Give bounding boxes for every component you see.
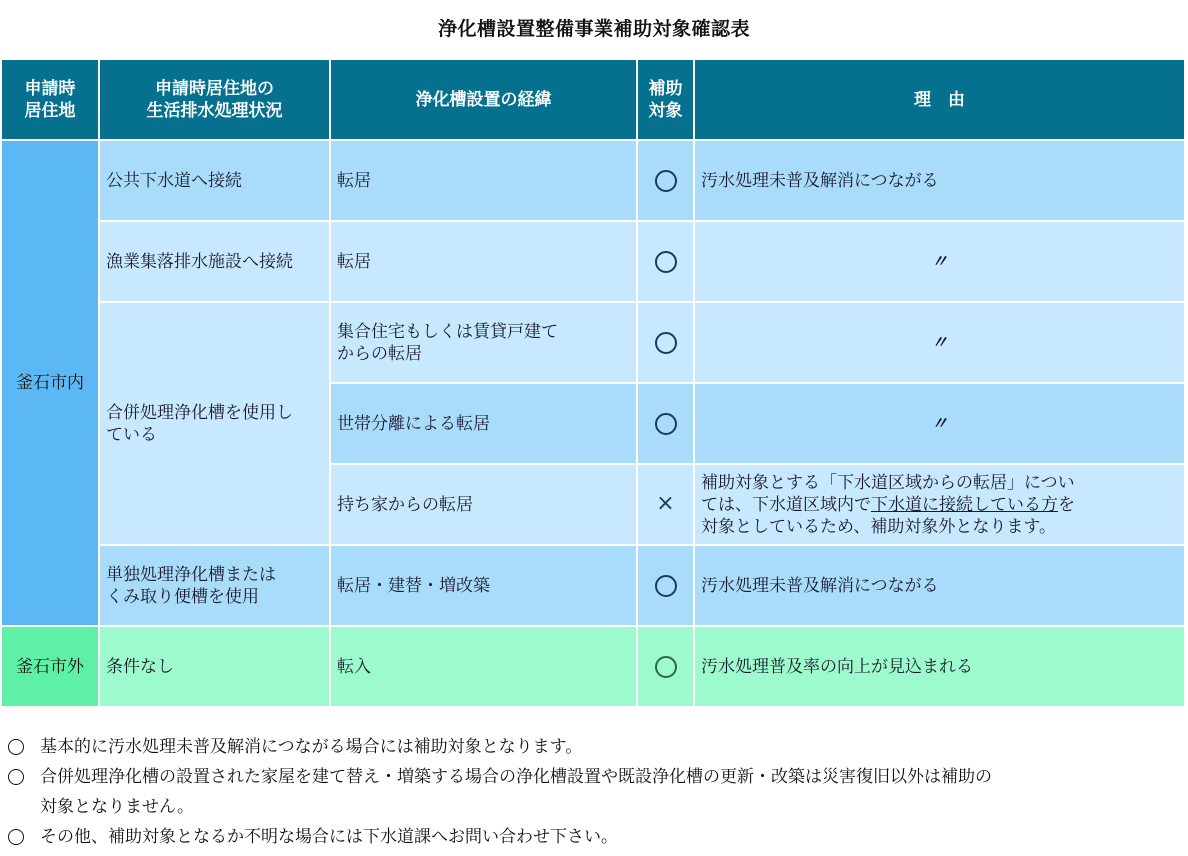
circle-bullet-icon xyxy=(8,769,24,785)
history-cell: 転居 xyxy=(330,140,637,221)
ditto-mark: 〃 xyxy=(931,332,948,353)
header-target-line1: 補助 xyxy=(648,78,683,99)
reason-cell: 汚水処理未普及解消につながる xyxy=(694,545,1185,626)
reason-line2-post: を xyxy=(1058,494,1075,515)
note-line1: 合併処理浄化槽の設置された家屋を建て替え・増築する場合の浄化槽設置や既設浄化槽の更新・改築は災害復旧以外は補助の xyxy=(40,767,992,787)
status-line1: 単独処理浄化槽または xyxy=(106,564,276,585)
history-cell: 世帯分離による転居 xyxy=(330,383,637,464)
status-cell: 条件なし xyxy=(99,626,330,707)
region-cell-kamaishi-out: 釜石市外 xyxy=(1,626,99,707)
circle-icon xyxy=(655,170,677,192)
status-line2: くみ取り便槽を使用 xyxy=(106,586,259,607)
circle-icon xyxy=(655,251,677,273)
status-cell xyxy=(99,545,330,626)
reason-cell xyxy=(694,302,1185,383)
header-region-line1: 申請時 xyxy=(24,78,76,99)
reason-line3: 対象としているため、補助対象外となります。 xyxy=(701,516,1056,537)
header-status xyxy=(99,59,330,140)
status-cell: 公共下水道へ接続 xyxy=(99,140,330,221)
eligibility-table xyxy=(0,58,1186,708)
history-cell: 転居 xyxy=(330,221,637,302)
target-cell xyxy=(637,302,694,383)
header-target xyxy=(637,59,694,140)
notes-section xyxy=(8,732,1178,852)
status-cell: 漁業集落排水施設へ接続 xyxy=(99,221,330,302)
reason-underline-text: 下水道に接続している方 xyxy=(871,494,1058,515)
table-row xyxy=(1,221,1185,302)
note-item xyxy=(8,822,1178,852)
cross-icon: × xyxy=(656,491,675,516)
circle-icon xyxy=(655,575,677,597)
history-line1: 集合住宅もしくは賃貸戸建て xyxy=(337,321,558,342)
reason-cell: 汚水処理未普及解消につながる xyxy=(694,140,1185,221)
reason-cell: 汚水処理普及率の向上が見込まれる xyxy=(694,626,1185,707)
target-cell xyxy=(637,140,694,221)
header-history: 浄化槽設置の経緯 xyxy=(330,59,637,140)
circle-icon xyxy=(655,413,677,435)
header-status-line2: 生活排水処理状況 xyxy=(146,100,283,121)
note-item xyxy=(8,762,1178,822)
reason-line1: 補助対象とする「下水道区域からの転居」につい xyxy=(701,472,1075,493)
status-line2: ている xyxy=(106,424,157,445)
reason-line2 xyxy=(701,494,1178,516)
target-cell xyxy=(637,464,694,545)
header-status-line1: 申請時居住地の xyxy=(155,78,274,99)
table-row xyxy=(1,302,1185,383)
target-cell xyxy=(637,626,694,707)
ditto-mark: 〃 xyxy=(931,251,948,272)
note-text: 基本的に汚水処理未普及解消につながる場合には補助対象となります。 xyxy=(40,737,583,757)
table-row xyxy=(1,140,1185,221)
note-line2: 対象となりません。 xyxy=(40,797,195,817)
header-reason: 理 由 xyxy=(694,59,1185,140)
note-item xyxy=(8,732,1178,762)
history-line2: からの転居 xyxy=(337,343,422,364)
ditto-mark: 〃 xyxy=(931,413,948,434)
header-target-line2: 対象 xyxy=(648,100,683,121)
header-row xyxy=(1,59,1185,140)
reason-cell xyxy=(694,464,1185,545)
history-cell: 持ち家からの転居 xyxy=(330,464,637,545)
table-row xyxy=(1,626,1185,707)
history-cell: 転入 xyxy=(330,626,637,707)
page-title: 浄化槽設置整備事業補助対象確認表 xyxy=(437,18,750,40)
history-cell: 転居・建替・増改築 xyxy=(330,545,637,626)
circle-icon xyxy=(655,656,677,678)
status-line1: 合併処理浄化槽を使用し xyxy=(106,402,293,423)
reason-cell xyxy=(694,221,1185,302)
history-cell xyxy=(330,302,637,383)
target-cell xyxy=(637,221,694,302)
reason-cell xyxy=(694,383,1185,464)
header-region xyxy=(1,59,99,140)
status-cell xyxy=(99,302,330,545)
circle-bullet-icon xyxy=(8,739,24,755)
header-region-line2: 居住地 xyxy=(24,100,76,121)
region-cell-kamaishi-in: 釜石市内 xyxy=(1,140,99,626)
circle-icon xyxy=(655,332,677,354)
note-text: その他、補助対象となるか不明な場合には下水道課へお問い合わせ下さい。 xyxy=(40,827,618,847)
table-row xyxy=(1,545,1185,626)
note-text xyxy=(40,762,1178,822)
target-cell xyxy=(637,545,694,626)
reason-line2-pre: ては、下水道区域内で xyxy=(701,494,871,515)
target-cell xyxy=(637,383,694,464)
circle-bullet-icon xyxy=(8,829,24,845)
